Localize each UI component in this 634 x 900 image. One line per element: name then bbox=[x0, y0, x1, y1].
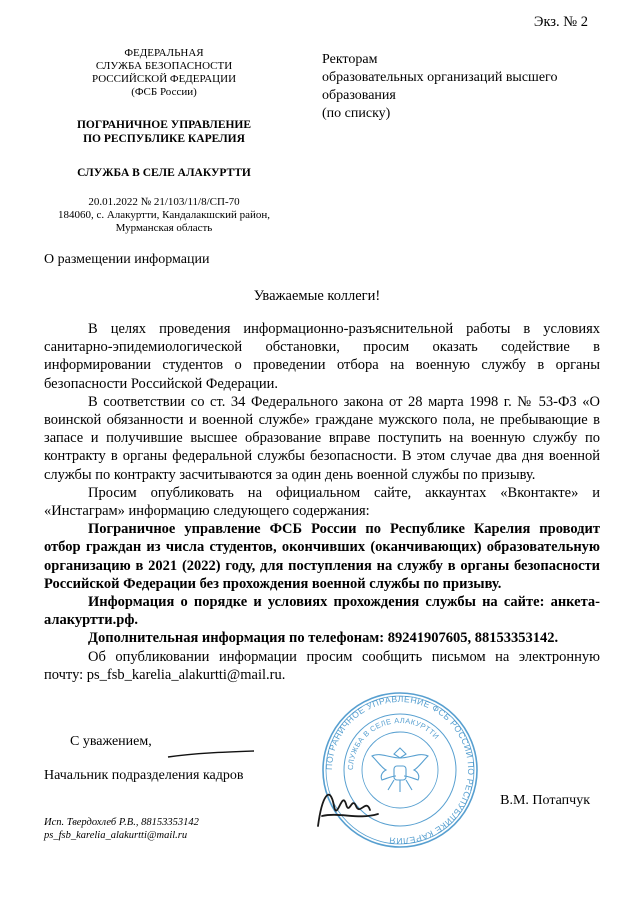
department-header bbox=[44, 118, 284, 146]
announcement-paragraph: Пограничное управление ФСБ России по Республике Карелия проводит отбор граждан из числа студентов, окончивших (оканчивающих) образовательную организацию в 2021 (2022) году, для поступления на службу в органы безопасности Российской Федерации без прохождения военной службы по призыву. bbox=[44, 521, 600, 592]
letter-body bbox=[44, 320, 600, 684]
department-line: ПОГРАНИЧНОЕ УПРАВЛЕНИЕ bbox=[76, 119, 252, 131]
org-line: ФЕДЕРАЛЬНАЯ bbox=[124, 47, 204, 59]
handwritten-signature bbox=[312, 776, 382, 836]
recipient-line: (по списку) bbox=[322, 106, 391, 121]
org-header bbox=[44, 47, 284, 99]
letter-subject: О размещении информации bbox=[44, 252, 210, 267]
recipient-line: Ректорам bbox=[322, 52, 378, 67]
stamp-outer-text: ПОГРАНИЧНОЕ УПРАВЛЕНИЕ ФСБ РОССИИ ПО РЕСПУБЛИКЕ КАРЕЛИЯ bbox=[323, 693, 477, 847]
service-name: СЛУЖБА В СЕЛЕ АЛАКУРТТИ bbox=[77, 167, 251, 179]
stamp-inner-text: СЛУЖБА В СЕЛЕ АЛАКУРТТИ bbox=[345, 715, 442, 771]
department-line: ПО РЕСПУБЛИКЕ КАРЕЛИЯ bbox=[83, 133, 245, 145]
executor-email: ps_fsb_karelia_alakurtti@mail.ru bbox=[44, 830, 188, 841]
body-paragraph: В соответствии со ст. 34 Федерального закона от 28 марта 1998 г. № 53-ФЗ «О воинской обязанности и военной службе» граждане мужского пола, не пребывающие в запасе и получившие высшее образование вправе поступить на военную службу по контракту в органы федеральной службы безопасности. В этом случае два дня военной службы по контракту засчитываются за один день военной службы по призыву. bbox=[44, 393, 600, 483]
copy-number: Экз. № 2 bbox=[533, 14, 588, 30]
recipient-line: образовательных организаций высшего bbox=[322, 70, 558, 85]
greeting: Уважаемые коллеги! bbox=[253, 288, 381, 304]
reference-block bbox=[44, 196, 284, 235]
address-line: Мурманская область bbox=[115, 222, 213, 234]
recipient-line: образования bbox=[322, 88, 396, 103]
executor-line: Исп. Твердохлеб Р.В., 88153353142 bbox=[44, 817, 199, 828]
reference-number: 20.01.2022 № 21/103/11/8/СП-70 bbox=[88, 196, 240, 208]
body-paragraph: Просим опубликовать на официальном сайте, аккаунтах «Вконтакте» и «Инстаграм» информацию следующего содержания: bbox=[44, 484, 600, 520]
address-line: 184060, с. Алакуртти, Кандалакшский район, bbox=[57, 209, 271, 221]
executor-block bbox=[44, 816, 199, 842]
org-line: СЛУЖБА БЕЗОПАСНОСТИ bbox=[95, 60, 233, 72]
closing-flourish bbox=[166, 748, 256, 760]
announcement-paragraph: Информация о порядке и условиях прохождения службы на сайте: анкета-алакуртти.рф. bbox=[44, 594, 600, 629]
body-paragraph: В целях проведения информационно-разъяснительной работы в условиях санитарно-эпидемиологической обстановки, просим оказать содействие в информировании студентов о проведении отбора на военную службу в органы безопасности Российской Федерации. bbox=[44, 321, 600, 392]
org-line: (ФСБ России) bbox=[131, 86, 197, 98]
closing: С уважением, bbox=[70, 734, 152, 749]
signer-name: В.М. Потапчук bbox=[500, 793, 590, 808]
body-paragraph: Об опубликовании информации просим сообщить письмом на электронную почту: ps_fsb_karelia_alakurtti@mail.ru. bbox=[44, 648, 600, 683]
org-line: РОССИЙСКОЙ ФЕДЕРАЦИИ bbox=[91, 73, 237, 85]
recipient-block bbox=[322, 51, 612, 123]
announcement-paragraph: Дополнительная информация по телефонам: 89241907605, 88153353142. bbox=[88, 630, 559, 647]
signer-position: Начальник подразделения кадров bbox=[44, 768, 244, 783]
